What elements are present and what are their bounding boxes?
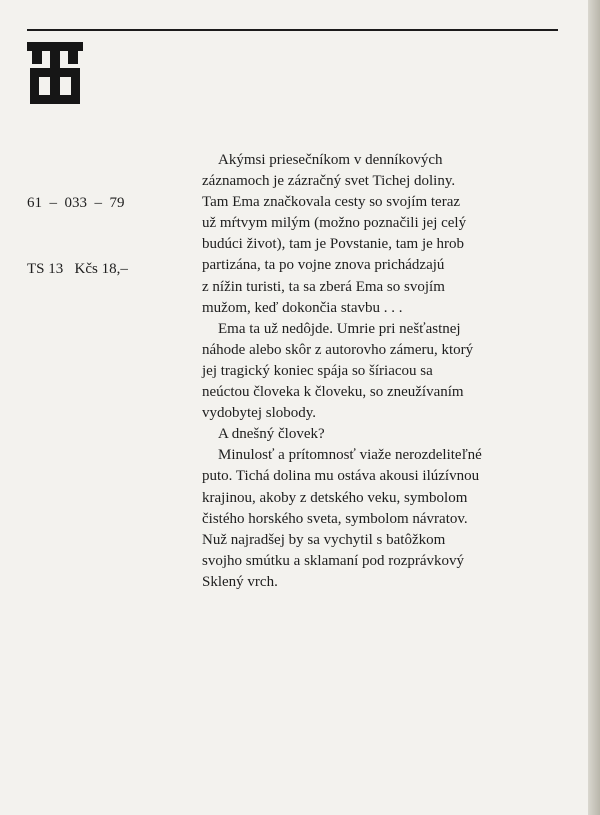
text-line: Akýmsi priesečníkom v denníkových <box>218 152 443 168</box>
text-line: už mŕtvym milým (možno poznačili jej celý <box>202 215 467 232</box>
text-line: záznamoch je zázračný svet Tichej doliny. <box>202 173 456 190</box>
publisher-logo <box>27 42 83 104</box>
text-line: jej tragický koniec spája so šíriacou sa <box>202 362 433 379</box>
text-line: mužom, keď dokončia stavbu . . . <box>202 299 403 316</box>
text-line: Nuž najradšej by sa vychytil s batôžkom <box>202 531 446 548</box>
text-line: partizána, ta po vojne znova prichádzajú <box>202 257 445 274</box>
text-line: náhode alebo skôr z autorovho zámeru, ktorý <box>202 341 474 358</box>
text-line: z nížin turisti, ta sa zberá Ema so svojím <box>202 278 445 295</box>
text-line: Minulosť a prítomnosť viaže nerozdeliteľné <box>218 447 482 464</box>
text-line: Ema ta už nedôjde. Umrie pri nešťastnej <box>218 320 461 337</box>
text-line: čistého horského sveta, symbolom návratov. <box>202 510 468 527</box>
text-line: neúctou človeka k človeku, so zneužívaním <box>202 384 464 401</box>
price-line: TS 13 Kčs 18,– <box>27 261 128 277</box>
text-line: Tam Ema značkovala cesty so svojím teraz <box>202 194 461 211</box>
text-line: puto. Tichá dolina mu ostáva akousi ilúzívnou <box>202 468 480 485</box>
text-line: A dnešný človek? <box>218 426 325 443</box>
catalog-info <box>27 148 197 302</box>
top-rule <box>27 29 558 31</box>
catalog-number: 61 – 033 – 79 <box>27 195 125 211</box>
text-line: vydobytej slobody. <box>202 405 317 422</box>
text-line: svojho smútku a sklamaní pod rozprávkový <box>202 552 465 569</box>
blurb-text <box>202 150 562 593</box>
text-line: krajinou, akoby z detského veku, symbolom <box>202 489 468 506</box>
text-line: Sklený vrch. <box>202 573 278 590</box>
page-edge <box>588 0 600 815</box>
text-line: budúci život), tam je Povstanie, tam je hrob <box>202 236 465 253</box>
